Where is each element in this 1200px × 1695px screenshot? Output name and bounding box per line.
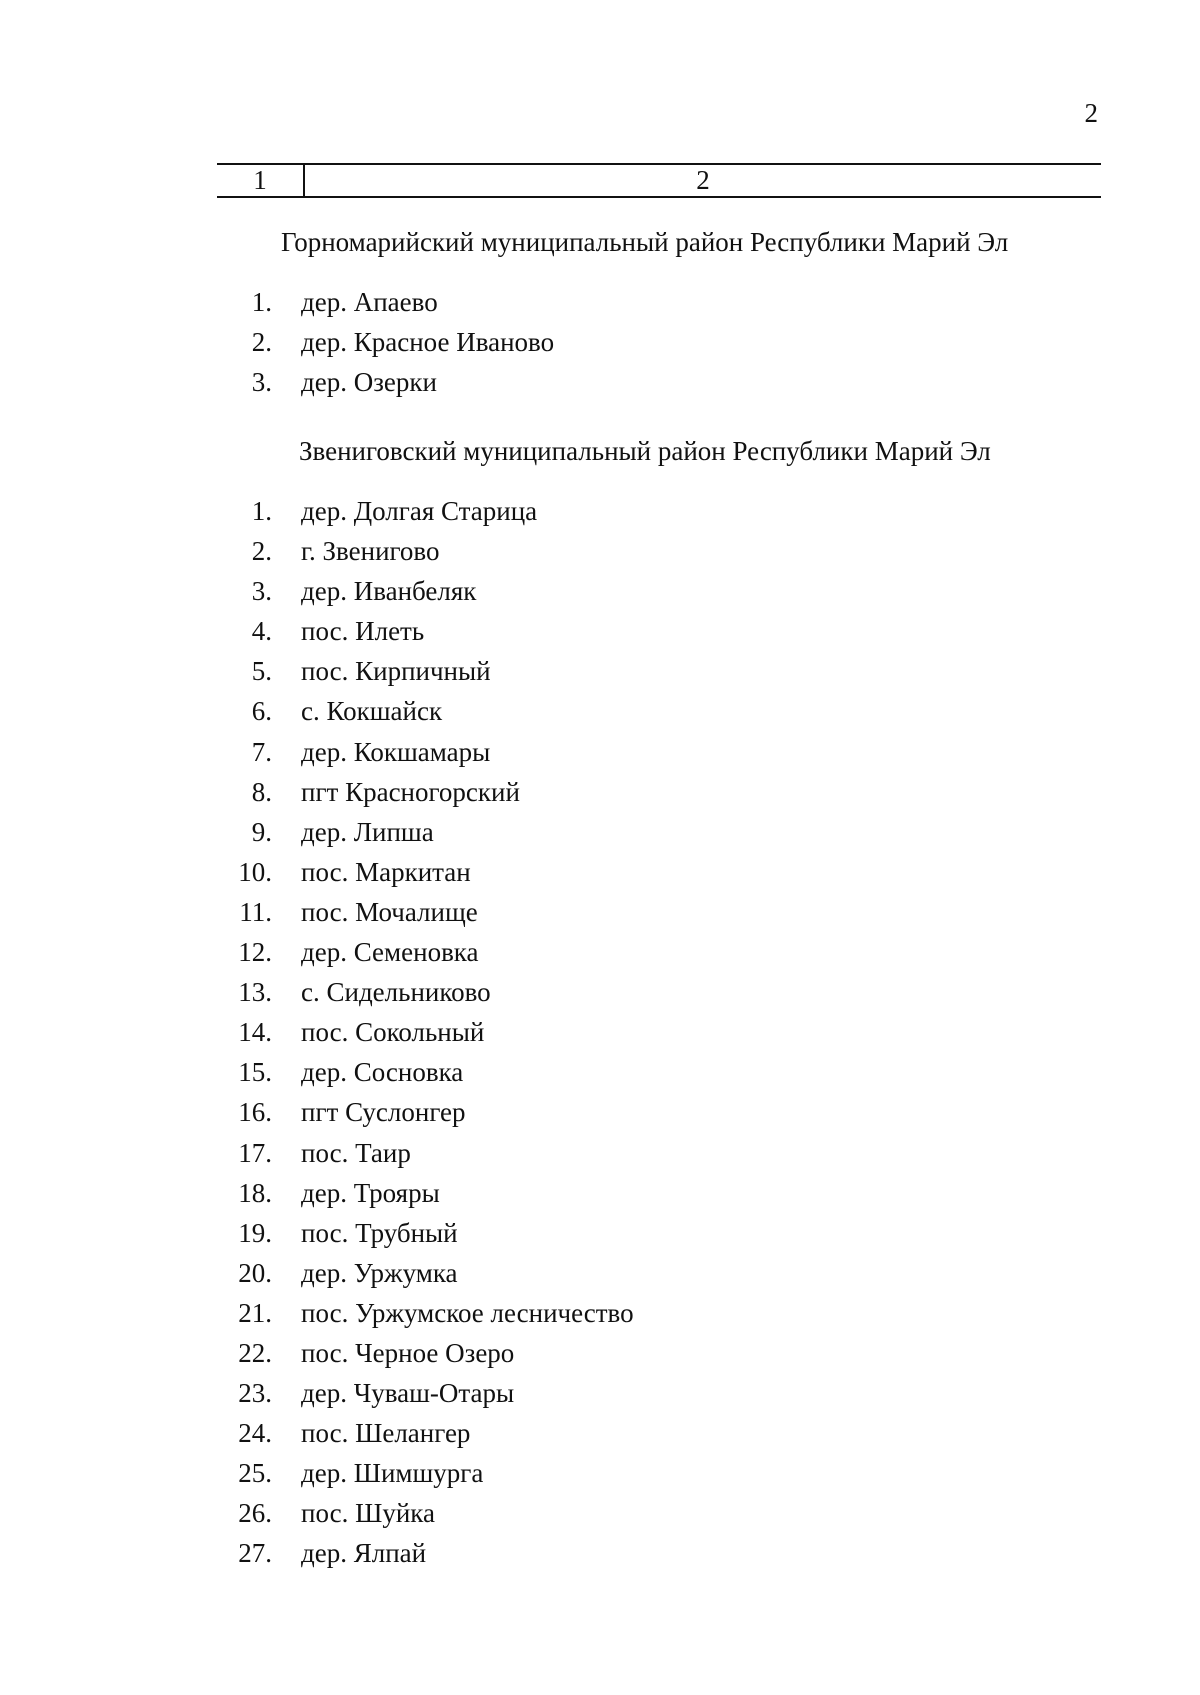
column-header-1: 1 [217,165,305,196]
list-item-number: 19. [238,1217,272,1248]
list-item-name: пгт Красногорский [301,776,520,807]
list-item-name: дер. Красное Иваново [301,327,555,358]
column-header-2: 2 [696,165,710,195]
list-item-name: пос. Уржумское лесничество [301,1297,634,1328]
list-item-number: 11. [239,896,272,927]
list-item-name: пос. Илеть [301,616,425,647]
list-item-number: 20. [238,1257,272,1288]
list-item-name: дер. Липша [301,816,434,847]
list-item-number: 2. [251,327,272,358]
list-item-name: дер. Шимшурга [301,1458,484,1489]
list-item-name: пос. Мочалище [301,896,478,927]
list-item-number: 3. [251,576,272,607]
list-item-number: 23. [238,1378,272,1409]
list-item-name: дер. Кокшамары [301,736,491,767]
list-item-number: 1. [251,287,272,317]
list-item-name: пос. Шелангер [301,1418,471,1449]
page-number: 2 [1084,98,1098,128]
list-item-name: пос. Сокольный [301,1017,485,1048]
list-item-name: дер. Озерки [301,367,437,398]
list-item-name: пгт Суслонгер [301,1097,466,1128]
list-item-name: с. Сидельниково [301,977,491,1008]
list-item-name: дер. Уржумка [301,1257,458,1288]
list-item-name: дер. Сосновка [301,1057,464,1088]
list-item-number: 5. [251,656,272,687]
list-item-number: 26. [238,1498,272,1529]
list-item-name: дер. Иванбеляк [301,576,477,607]
column-header-row [217,163,1101,198]
list-item-number: 27. [238,1538,272,1569]
list-item-number: 8. [251,776,272,807]
section-title: Горномарийский муниципальный район Республики Марий Эл [281,227,1009,257]
list-item-name: дер. Чуваш-Отары [301,1378,515,1409]
list-item-number: 6. [251,696,272,727]
section-title: Звениговский муниципальный район Республики Марий Эл [299,436,991,466]
list-item-name: пос. Таир [301,1137,411,1168]
list-item-name: с. Кокшайск [301,696,443,727]
list-item-name: пос. Черное Озеро [301,1337,515,1368]
list-item-number: 15. [238,1057,272,1088]
list-item-number: 16. [238,1097,272,1128]
list-item-number: 21. [238,1297,272,1328]
list-item-number: 25. [238,1458,272,1489]
list-item-name: дер. Апаево [301,287,438,317]
list-item-number: 22. [238,1337,272,1368]
list-item-number: 13. [238,977,272,1008]
list-item-number: 10. [238,856,272,887]
list-item-number: 9. [251,816,272,847]
list-item-number: 24. [238,1418,272,1449]
list-item-name: дер. Ялпай [301,1538,427,1569]
list-item-number: 14. [238,1017,272,1048]
list-item-number: 3. [251,367,272,398]
list-item-name: пос. Трубный [301,1217,458,1248]
list-item-number: 4. [251,616,272,647]
list-item-name: пос. Шуйка [301,1498,435,1529]
list-item-name: дер. Долгая Старица [301,496,538,526]
list-item-number: 12. [238,937,272,968]
list-item-number: 7. [251,736,272,767]
list-item-number: 1. [251,496,272,526]
list-item-number: 2. [251,536,272,567]
list-item-name: пос. Кирпичный [301,656,491,687]
list-item-number: 17. [238,1137,272,1168]
list-item-name: дер. Трояры [301,1177,440,1208]
list-item-name: г. Звенигово [301,536,440,567]
list-item-number: 18. [238,1177,272,1208]
list-item-name: дер. Семеновка [301,937,479,968]
list-item-name: пос. Маркитан [301,856,471,887]
